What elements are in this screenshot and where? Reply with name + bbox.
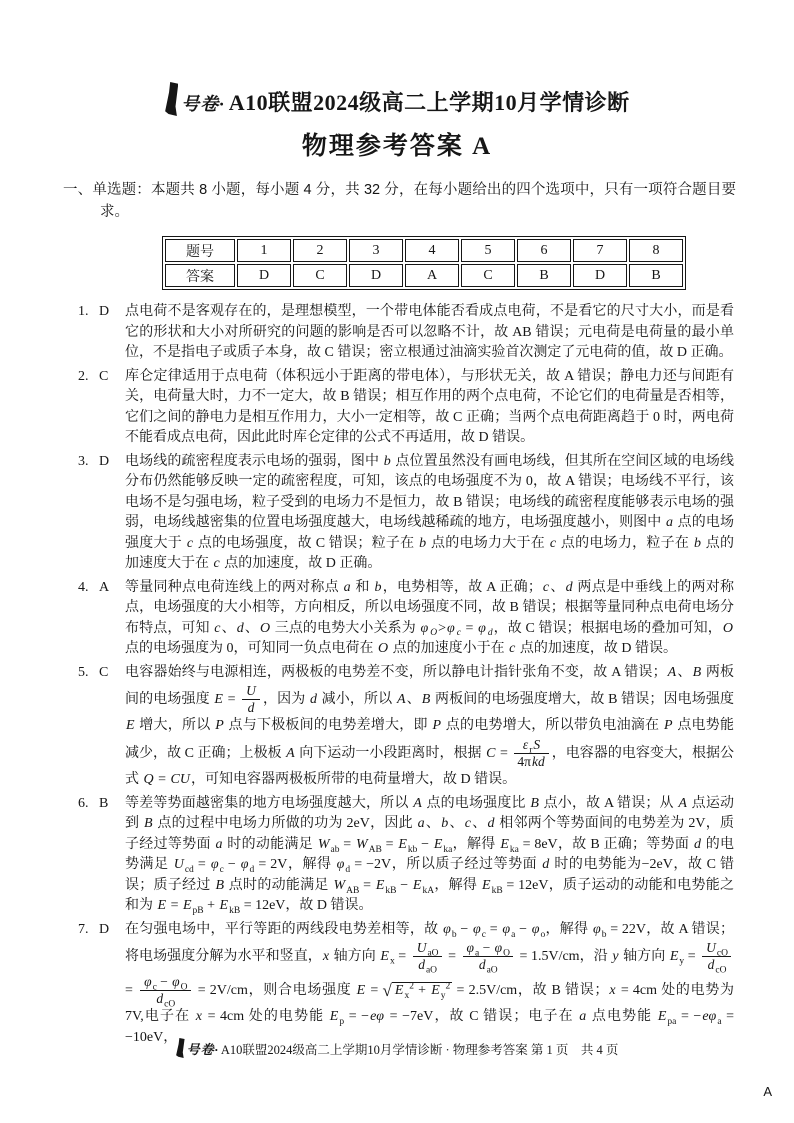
- answer-cell: D: [349, 264, 403, 287]
- answer-cell: B: [517, 264, 571, 287]
- item-answer: C: [99, 368, 109, 384]
- explanation-item-3: [78, 452, 734, 575]
- answer-table: [162, 236, 686, 290]
- item-marker: [78, 794, 125, 917]
- item-number: 3.: [78, 453, 89, 469]
- page-footer: [0, 1038, 794, 1058]
- row-label-cell: 题号: [165, 239, 235, 262]
- answer-row: [165, 264, 683, 287]
- brand-logo: [164, 82, 225, 116]
- footer-logo: [176, 1038, 219, 1058]
- item-marker: [78, 578, 125, 660]
- answer-cell: C: [461, 264, 515, 287]
- question-number-cell: 6: [517, 239, 571, 262]
- item-text: 等量同种点电荷连线上的两对称点 a 和 b，电势相等，故 A 正确；c、d 两点是中垂线上的两对称点，电场强度的大小相等，方向相反，所以电场强度不同，故 B 错误；根据等量同种点电荷电场分布特点，可知 c、d、O 三点的电势大小关系为 φ $_O$>φ $_c$ = φ $_d$，故 C 错误；根据电场的叠加可知，O 点的电场强度为 0，可知同一负点电荷在 O 点的加速度小于在 c 点的加速度，故 D 错误。: [125, 579, 735, 656]
- item-answer: D: [99, 304, 110, 319]
- header: [0, 0, 794, 162]
- item-number: 1.: [78, 304, 89, 319]
- row-label-cell: 答案: [165, 264, 235, 287]
- footer-logo-text: 号卷·: [186, 1042, 219, 1057]
- explanations-list: [78, 302, 734, 1048]
- question-number-cell: 8: [629, 239, 683, 262]
- question-number-cell: 3: [349, 239, 403, 262]
- item-answer: C: [99, 664, 109, 680]
- title-line1: A10联盟2024级高二上学期10月学情诊断: [228, 90, 630, 115]
- explanation-item-5: [78, 663, 734, 791]
- section-body: 本题共 8 小题，每小题 4 分，共 32 分，在每小题给出的四个选项中，只有一项符合题目要求。: [100, 182, 736, 220]
- item-number: 2.: [78, 368, 89, 384]
- question-number-cell: 4: [405, 239, 459, 262]
- item-marker: [78, 920, 125, 1048]
- item-text: 等差等势面越密集的地方电场强度越大，所以 A 点的电场强度比 B 点小，故 A 错误；从 A 点运动到 B 点的过程中电场力所做的功为 2eV，因此 a、b、c、d 相邻两个等势面间的电势差为 2V，质子经过等势面 a 时的动能满足 $W_{ab} = W_{AB} = E_{kb} - E_{ka}$，解得 $E_{ka} = 8eV$，故 B 正确；等势面 d 的电势满足 $U_{cd} = \varphi_c - \varphi_d = 2V$，解得 $\varphi_d = -2V$，所以质子经过等势面 d 时的电势能为−2eV，故 C 错误；质子经过 B 点时的动能满足 $W_{AB} = E_{kB} - E_{kA}$，解得 $E_{kB} = 12eV$，质子运动的动能和电势能之和为 $E = E_{pB} + E_{kB} = 12eV$，故 D 错误。: [125, 795, 735, 917]
- answer-cell: A: [405, 264, 459, 287]
- item-text: 电容器始终与电源相连，两极板的电势差不变，所以静电计指针张角不变，故 A 错误；A、B 两板间的电场强度 E = $\frac{U}{d}$ ，因为 d 减小，所以 A、B 两板间的电场强度增大，故 B 错误；因电场强度 E 增大，所以 P 点与下极板间的电势差增大，即 P 点的电势增大，所以带负电油滴在 P 点电势能减少，故 C 正确；上极板 A 向下运动一小段距离时，根据 C = $\varepsilon_rS$ 4πkd ，电容器的电容变大，根据公式 Q = CU，可知电容器两极板所带的电荷量增大，故 D 错误。: [125, 664, 735, 788]
- item-text: 库仑定律适用于点电荷（体积远小于距离的带电体），与形状无关，故 A 错误；静电力还与间距有关，电荷量大时，力不一定大，故 B 错误；相互作用的两个点电荷，不论它们的电荷量是否相等，它们之间的静电力是相互作用力，大小一定相等，故 C 正确；当两个点电荷距离趋于 0 时，两电荷不能看成点电荷，因此此时库仑定律的公式不再适用，故 D 错误。: [125, 368, 734, 445]
- item-number: 7.: [78, 921, 89, 937]
- item-answer: B: [99, 795, 109, 811]
- item-text: 点电荷不是客观存在的，是理想模型，一个带电体能否看成点电荷，不是看它的尺寸大小，而是看它的形状和大小对所研究的问题的影响是否可以忽略不计，故 AB 错误；元电荷是电荷量的最小单位，不是指电子或质子本身，故 C 错误；密立根通过油滴实验首次测定了元电荷的值，故 D 正确。: [125, 304, 734, 360]
- question-number-cell: 5: [461, 239, 515, 262]
- page-title: [0, 82, 794, 117]
- explanation-item-4: [78, 578, 734, 660]
- explanation-item-6: [78, 794, 734, 917]
- question-number-row: [165, 239, 683, 262]
- answer-cell: B: [629, 264, 683, 287]
- explanation-item-7: [78, 920, 734, 1048]
- brand-one-brush-icon: [164, 82, 178, 116]
- footer-text: A10联盟2024级高二上学期10月学情诊断 · 物理参考答案 第 1 页 共 4 页: [220, 1043, 619, 1057]
- explanation-item-1: [78, 302, 734, 364]
- item-marker: [78, 452, 125, 575]
- item-number: 6.: [78, 795, 89, 811]
- item-text: 在匀强电场中，平行等距的两线段电势差相等，故 $\varphi_b - \varphi_c = \varphi_a - \varphi_o$，解得 $\varphi_b = 22V$，故 A 错误；将电场强度分解为水平和竖直，x 轴方向 $E_x$ = $U_{aO}$ $d_{aO}$ = $\varphi_a - \varphi_O$ $d_{aO}$ = 1.5V/cm，沿 y 轴方向 $E_y$ = $U_{cO}$ $d_{cO}$ = $\varphi_c - \varphi_O$ $d_{cO}$ = 2V/cm，则合电场强度 E = √ $E_x^2 + E_y^2 = 2.5V/cm$，故 B 错误；x = 4cm 处的电势为 7V,电子在 x = 4cm 处的电势能 $E_p = -e\varphi = -7eV$，故 C 错误；电子在 a 点电势能 $E_{pa} = -e\varphi_a = -10eV$，: [125, 921, 735, 1045]
- item-answer: D: [99, 453, 110, 469]
- answer-cell: C: [293, 264, 347, 287]
- brand-logo-text: 号卷·: [181, 94, 225, 114]
- answer-cell: D: [573, 264, 627, 287]
- item-marker: [78, 302, 125, 364]
- section-intro: [63, 179, 736, 223]
- item-answer: A: [99, 579, 110, 595]
- item-answer: D: [99, 921, 110, 937]
- item-marker: [78, 367, 125, 449]
- item-text: 电场线的疏密程度表示电场的强弱，图中 b 点位置虽然没有画电场线，但其所在空间区域的电场线分布仍然能够反映一定的疏密程度，可知，该点的电场强度不为 0，故 A 错误；电场线不平行，该电场不是匀强电场，粒子受到的电场力不是恒力，故 B 错误；电场线的疏密程度能够表示电场的强弱，电场线越密集的位置电场强度越大，电场线越稀疏的地方，电场强度越小，则图中 a 点的电场强度大于 c 点的电场强度，故 C 错误；粒子在 b 点的电场力大于在 c 点的电场力，粒子在 b 点的加速度大于在 c 点的加速度，故 D 正确。: [125, 453, 735, 571]
- subtitle: 物理参考答案 A: [301, 133, 493, 160]
- corner-letter-mark: A: [763, 1084, 772, 1099]
- question-number-cell: 2: [293, 239, 347, 262]
- item-number: 5.: [78, 664, 89, 680]
- item-number: 4.: [78, 579, 89, 595]
- explanation-item-2: [78, 367, 734, 449]
- answer-cell: D: [237, 264, 291, 287]
- item-marker: [78, 663, 125, 791]
- question-number-cell: 7: [573, 239, 627, 262]
- question-number-cell: 1: [237, 239, 291, 262]
- footer-one-brush-icon: [176, 1038, 185, 1058]
- section-label: 一、单选题：: [63, 182, 151, 198]
